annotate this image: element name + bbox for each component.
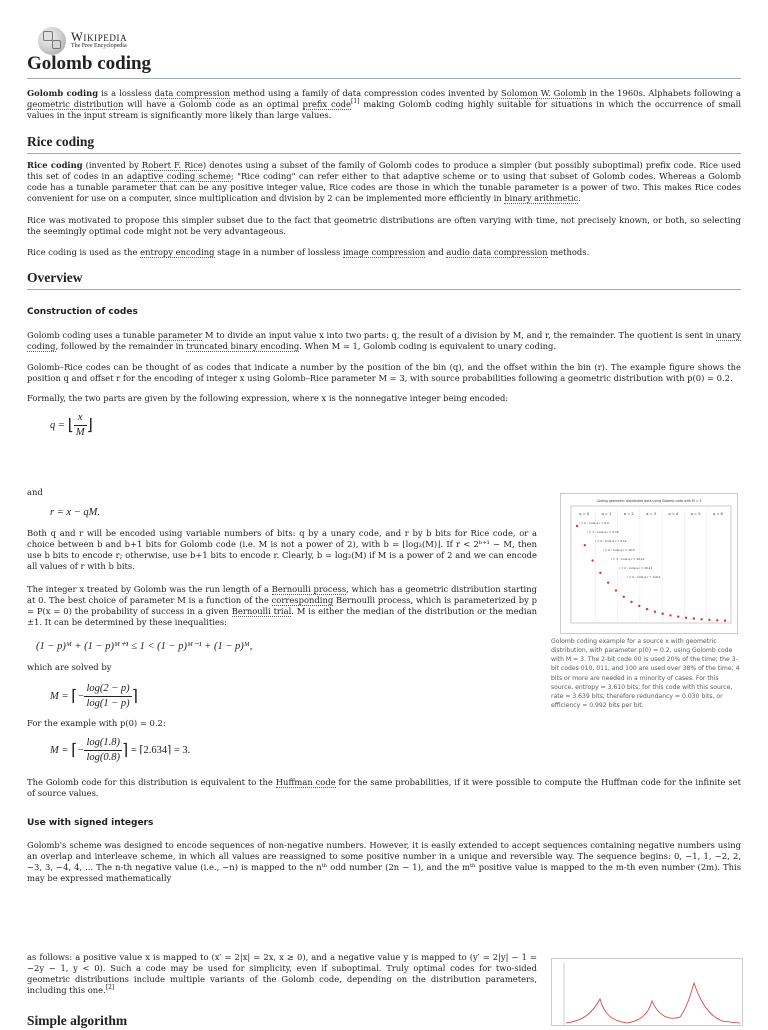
equation-m: M = ⌈− $\frac{\log(2 - p)}{\log(1 - p)}$ ⌉: [50, 683, 138, 709]
link-adaptive-coding[interactable]: adaptive coding scheme: [126, 171, 231, 182]
probability-point: [638, 605, 640, 607]
bin-label: q = 6: [712, 512, 723, 516]
code-label: r = 2 : code q,r = 0,11: [595, 539, 627, 543]
overview-paragraph-1: Golomb coding uses a tunable parameter M to divide an input value x into two parts: q, the result of a division by M, and r, the remainder. The quotient is sent in unary coding, followed by the remainder in truncated binary encoding. When M = 1, Golomb coding is equivalent to unary coding.: [27, 330, 741, 352]
overview-paragraph-2: Golomb–Rice codes can be thought of as codes that indicate a number by the position of the bin (q), and the offset within the bin (r). The example figure shows the position q and offset r for the encoding of integer x using Golomb–Rice parameter M = 3, with source probabilities following a geometric distribution with p(0) = 0.2.: [27, 362, 741, 384]
ref-2[interactable]: [2]: [105, 984, 115, 992]
equation-example: M = ⌈− $\frac{\log(1.8)}{\log(0.8)}$ ⌉ = ⌈2.634⌉ = 3.: [50, 737, 191, 763]
figure-caption: Golomb coding example for a source x with geometric distribution, with parameter p(0) = 0.2, using Golomb code with M = 3. The 2-bit code 00 is used 20% of the time; the 3-bit codes 010, 011, and 100 are used over 38% of the time; 4 bits or more are needed in a minority of cases. For this source, entropy = 3.610 bits; for this code with this source, rate = 3.639 bits; therefore redundancy = 0.030 bits, or efficiency = 0.992 bits per bit.: [551, 638, 740, 709]
probability-point: [661, 613, 663, 615]
link-bernoulli-process[interactable]: Bernoulli process: [271, 584, 347, 594]
wikipedia-logo[interactable]: [38, 27, 127, 55]
link-corresponding[interactable]: corresponding: [271, 595, 334, 606]
code-label: r = 1 : code q,r = 0,10: [587, 530, 619, 534]
code-label: r = 0 : code q,r = 10,0: [603, 548, 635, 552]
probability-point: [584, 544, 586, 546]
intro-paragraph: Golomb coding is a lossless data compression method using a family of data compression codes invented by Solomon W. Golomb in the 1960s. Alphabets following a geometric distribution will have a Golomb code as an optimal prefix code[1] making Golomb coding highly suitable for situations in which the occurrence of small values in the input stream is significantly more likely than large values.: [27, 88, 742, 121]
tagline: The Free Encyclopedia: [71, 43, 127, 50]
link-entropy-encoding[interactable]: entropy encoding: [140, 247, 215, 257]
figure2-plot: [552, 959, 742, 1025]
code-label: r = 2 : code q,r = 10,11: [619, 566, 653, 570]
link-huffman-code[interactable]: Huffman code: [275, 777, 336, 787]
bin-label: q = 2: [623, 512, 634, 516]
distribution-curve: [566, 983, 740, 1023]
heading-rice-coding: Rice coding: [27, 134, 95, 149]
rice-paragraph-3: Rice coding is used as the entropy encoding stage in a number of lossless image compression and audio data compression methods.: [27, 247, 590, 257]
rice-paragraph-1: Rice coding (invented by Robert F. Rice) denotes using a subset of the family of Golomb codes to produce a simpler (but possibly suboptimal) prefix code. Rice used this set of codes in an adaptive coding scheme; "Rice coding" can refer either to that adaptive scheme or to using that subset of Golomb codes. Whereas a Golomb code has a tunable parameter that can be any positive integer value, Rice codes are those in which the tunable parameter is a power of two. This makes Rice codes convenient for use on a computer, since multiplication and division by 2 can be implemented more efficiently in binary arithmetic.: [27, 160, 742, 204]
overview-paragraph-5: The integer x treated by Golomb was the run length of a Bernoulli process, which has a geometric distribution starting at 0. The best choice of parameter M is a function of the corresponding Bernoulli process, which is parameterized by p = P(x = 0) the probability of success in a given Bernoulli trial. M is either the median of the distribution or the median ±1. It can be determined by these inequalities:: [27, 584, 537, 628]
bin-label: q = 4: [668, 512, 679, 516]
link-audio-compression[interactable]: audio data compression: [446, 247, 548, 257]
heading-construction: Construction of codes: [27, 307, 138, 317]
probability-point: [669, 614, 671, 616]
probability-point: [591, 559, 593, 561]
probability-point: [677, 616, 679, 618]
probability-point: [630, 601, 632, 603]
probability-point: [646, 608, 648, 610]
link-solomon-golomb[interactable]: Solomon W. Golomb: [501, 88, 587, 98]
heading-simple-algorithm: Simple algorithm: [27, 1013, 128, 1028]
link-image-compression[interactable]: image compression: [342, 247, 426, 257]
link-prefix-code[interactable]: prefix code: [302, 99, 352, 110]
probability-point: [693, 617, 695, 619]
probability-point: [700, 618, 702, 620]
bin-label: q = 0: [579, 512, 590, 516]
bin-dividers: [595, 508, 706, 622]
code-label: r = 0 : code q,r = 0,0: [579, 521, 609, 525]
probability-point: [708, 619, 710, 621]
link-unary-coding[interactable]: unary coding: [27, 330, 741, 352]
probability-point: [576, 525, 578, 527]
probability-point: [615, 589, 617, 591]
probability-point: [716, 619, 718, 621]
link-robert-rice[interactable]: Robert F. Rice: [141, 160, 203, 170]
link-geometric-distribution[interactable]: geometric distribution: [27, 99, 124, 110]
which-text: which are solved by: [27, 662, 112, 672]
overview-divider: [27, 289, 741, 290]
link-parameter[interactable]: parameter: [157, 330, 203, 340]
overview-paragraph-6: The Golomb code for this distribution is equivalent to the Huffman code for the same probabilities, if it were possible to compute the Huffman code for the infinite set of source values.: [27, 777, 741, 799]
globe-icon: [38, 27, 66, 55]
intro-bold: Golomb coding: [27, 88, 99, 98]
code-labels: [579, 521, 661, 579]
ref-1[interactable]: [1]: [351, 98, 360, 106]
figure-golomb-example[interactable]: [560, 493, 738, 634]
overview-paragraph-3: Formally, the two parts are given by the following expression, where x is the nonnegative integer being encoded:: [27, 393, 509, 403]
title-divider: [27, 78, 741, 79]
page-title: Golomb coding: [27, 53, 152, 74]
heading-overview: Overview: [27, 270, 83, 285]
bin-label: q = 1: [601, 512, 612, 516]
figure-title: Coding geometric distributed data using Golomb code with M = 3: [596, 499, 702, 503]
link-bernoulli-trial[interactable]: Bernoulli trial: [231, 606, 292, 617]
heading-signed-integers: Use with signed integers: [27, 818, 154, 828]
equation-inequalities: (1 − p)ᴹ + (1 − p)ᴹ⁺¹ ≤ 1 < (1 − p)ᴹ⁻¹ + (1 − p)ᴹ,: [36, 641, 253, 652]
example-text: For the example with p(0) = 0.2:: [27, 718, 166, 728]
link-binary-arithmetic[interactable]: binary arithmetic: [504, 193, 579, 204]
link-data-compression[interactable]: data compression: [154, 88, 231, 98]
bin-labels: [579, 512, 723, 516]
rice-paragraph-2: Rice was motivated to propose this simpler subset due to the fact that geometric distributions are often varying with time, not precisely known, or both, so selecting the seemingly optimal code might not be very advantageous.: [27, 215, 741, 237]
and-text: and: [27, 487, 43, 497]
probability-point: [685, 617, 687, 619]
link-truncated-binary[interactable]: truncated binary encoding: [186, 341, 300, 352]
probability-point: [724, 619, 726, 621]
probability-point: [654, 610, 656, 612]
overview-paragraph-7: Golomb's scheme was designed to encode sequences of non-negative numbers. However, it is easily extended to accept sequences containing negative numbers using an overlap and interleave scheme, in which all values are reassigned to some positive number in a unique and reversible way. The sequence begins: 0, −1, 1, −2, 2, −3, 3, −4, 4, ... The n-th negative value (i.e., −n) is mapped to the nᵗʰ odd number (2n − 1), and the mᵗʰ positive value is mapped to the m-th even number (2m). This may be expressed mathematically: [27, 840, 741, 884]
overview-paragraph-4: Both q and r will be encoded using variable numbers of bits: q by a unary code, and r by b bits for Rice code, or a choice between b and b+1 bits for Golomb code (i.e. M is not a power of 2), with b = ⌊log₂(M)⌋. If r < 2ᵇ⁺¹ − M, then use b bits to encode r; otherwise, use b+1 bits to encode r. Clearly, b = log₂(M) if M is a power of 2 and we can encode all values of r with b bits.: [27, 528, 537, 572]
bin-label: q = 3: [646, 512, 656, 516]
wordmark: Wikipedia: [71, 29, 128, 44]
overview-paragraph-8: as follows: a positive value x is mapped to (x′ = 2|x| = 2x, x ≥ 0), and a negative value y is mapped to (y′ = 2|y| − 1 = −2y − 1, y < 0). Such a code may be used for simplicity, even if suboptimal. Truly optimal codes for two-sided geometric distributions include multiple variants of the Golomb code, depending on the distribution parameters, including this one.[2]: [27, 952, 537, 996]
equation-q: q = ⌊ $\frac{x}{M}$ ⌋: [50, 412, 93, 438]
code-label: r = 0 : code q,r = 110,0: [627, 575, 661, 579]
figure-plot: [561, 494, 737, 633]
figure-signed-distribution[interactable]: [551, 958, 743, 1026]
probability-point: [607, 581, 609, 583]
rice-divider: [27, 153, 741, 154]
probability-point: [599, 572, 601, 574]
code-label: r = 1 : code q,r = 10,10: [611, 557, 645, 561]
probability-point: [623, 596, 625, 598]
bin-label: q = 5: [690, 512, 701, 516]
equation-r: r = x − qM.: [50, 507, 101, 518]
